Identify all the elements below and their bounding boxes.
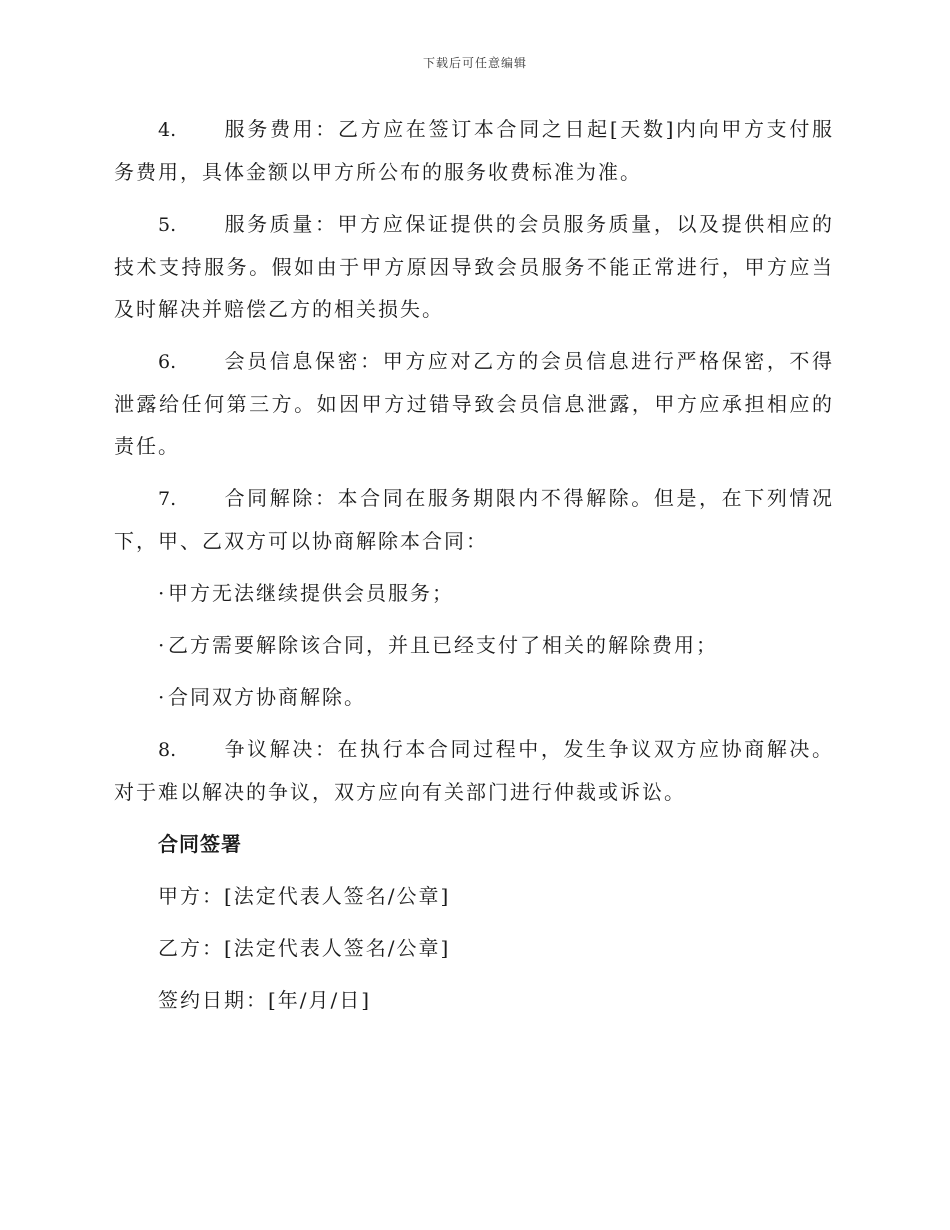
bullet-icon: ·: [158, 581, 167, 605]
clause-number: 5.: [158, 214, 177, 236]
clause-text: 服务费用：乙方应在签订本合同之日起[天数]内向甲方支付服务费用，具体金额以甲方所公布的服务收费标准为准。: [114, 117, 834, 184]
clause-text: 争议解决：在执行本合同过程中，发生争议双方应协商解决。对于难以解决的争议，双方应向有关部门进行仲裁或诉讼。: [114, 737, 834, 804]
clause-5: [114, 203, 834, 330]
list-item: [158, 572, 834, 614]
clause-text: 服务质量：甲方应保证提供的会员服务质量，以及提供相应的技术支持服务。假如由于甲方原因导致会员服务不能正常进行，甲方应当及时解决并赔偿乙方的相关损失。: [114, 212, 834, 321]
clause-7: [114, 477, 834, 562]
page-header: 下载后可任意编辑: [422, 56, 527, 70]
bullet-text: 甲方无法继续提供会员服务；: [168, 581, 454, 605]
clause-number: 8.: [158, 739, 177, 761]
party-b-signature: 乙方：[法定代表人签名/公章]: [158, 936, 451, 960]
bullet-text: 乙方需要解除该合同，并且已经支付了相关的解除费用；: [168, 633, 718, 657]
clause-4: [114, 108, 834, 193]
document-body: [114, 108, 834, 1031]
bullet-icon: ·: [158, 685, 167, 709]
bullet-text: 合同双方协商解除。: [168, 685, 366, 709]
clause-6: [114, 340, 834, 467]
clause-number: 7.: [158, 488, 177, 510]
party-a-signature: 甲方：[法定代表人签名/公章]: [158, 884, 451, 908]
bullet-icon: ·: [158, 633, 167, 657]
list-item: [158, 676, 834, 718]
clause-number: 4.: [158, 119, 177, 141]
clause-number: 6.: [158, 351, 177, 373]
signature-heading: 合同签署: [158, 832, 242, 856]
clause-8: [114, 728, 834, 813]
clause-text: 会员信息保密：甲方应对乙方的会员信息进行严格保密，不得泄露给任何第三方。如因甲方过错导致会员信息泄露，甲方应承担相应的责任。: [114, 349, 834, 458]
clause-text: 合同解除：本合同在服务期限内不得解除。但是，在下列情况下，甲、乙双方可以协商解除本合同：: [114, 486, 834, 553]
signing-date: 签约日期：[年/月/日]: [158, 988, 372, 1012]
list-item: [158, 624, 834, 666]
